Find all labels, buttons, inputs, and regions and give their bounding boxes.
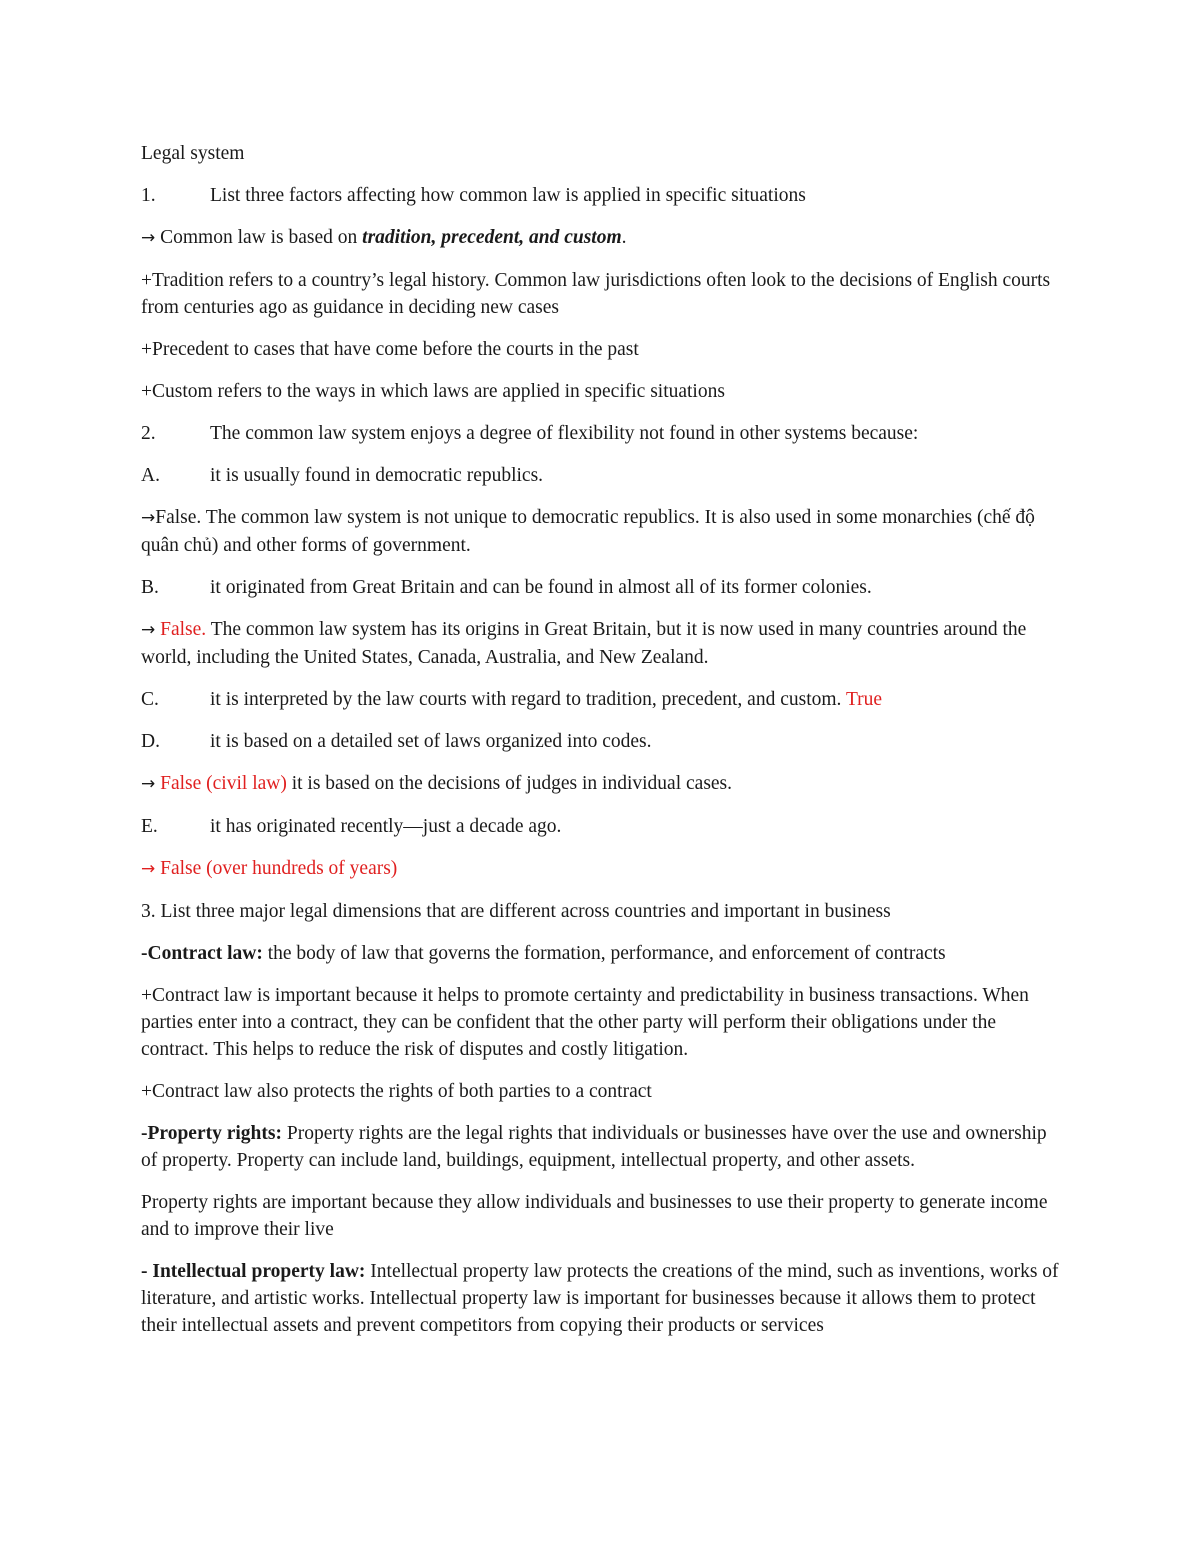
tradition-paragraph: +Tradition refers to a country’s legal history. Common law jurisdictions often look to the decisions of English courts from centuries ago as guidance in deciding new cases — [141, 270, 1051, 318]
question-1-answer — [141, 224, 1061, 252]
document-page — [141, 140, 1061, 1354]
ip-law-text: Intellectual property law protects the creations of the mind, such as inventions, works of literature, and artistic works. Intellectual property law is important for businesses because it allows them to protect their intellectual assets and prevent competitors from copying their products or services — [141, 1261, 1059, 1336]
answer-1-emphasis: tradition, precedent, and custom — [362, 227, 622, 248]
option-b-text: it originated from Great Britain and can be found in almost all of its former colonies. — [210, 577, 872, 598]
contract-law-definition — [141, 940, 1061, 967]
option-e-answer-text: False (over hundreds of years) — [160, 858, 398, 879]
option-b-false-label: False. — [160, 619, 207, 640]
question-1 — [141, 182, 1061, 209]
option-e-answer — [141, 855, 1061, 883]
option-b-answer — [141, 616, 1061, 671]
ip-law-definition — [141, 1258, 1061, 1339]
question-3: 3. List three major legal dimensions that are different across countries and important in business — [141, 901, 891, 922]
property-rights-paragraph: Property rights are important because they allow individuals and businesses to use their property to generate income and to improve their live — [141, 1192, 1048, 1240]
option-e — [141, 813, 1061, 840]
question-2-number: 2. — [141, 423, 156, 444]
option-e-text: it has originated recently—just a decade ago. — [210, 816, 562, 837]
option-d — [141, 728, 1061, 755]
contract-law-paragraph-1: +Contract law is important because it helps to promote certainty and predictability in business transactions. When parties enter into a contract, they can be confident that the other party will perform their obligations under the contract. This helps to reduce the risk of disputes and costly litigation. — [141, 985, 1029, 1060]
option-d-false-label: False (civil law) — [160, 773, 287, 794]
answer-1-prefix: Common law is based on — [160, 227, 363, 248]
option-b-label: B. — [141, 577, 159, 598]
option-a-answer — [141, 504, 1061, 559]
option-c-label: C. — [141, 689, 159, 710]
answer-1-suffix: . — [621, 227, 627, 248]
option-c-text: it is interpreted by the law courts with regard to tradition, precedent, and custom. — [210, 689, 842, 710]
arrow-icon: → — [141, 228, 156, 248]
precedent-paragraph: +Precedent to cases that have come before the courts in the past — [141, 339, 639, 360]
contract-law-heading: -Contract law: — [141, 943, 263, 964]
question-1-number: 1. — [141, 185, 156, 206]
option-a-text: it is usually found in democratic republics. — [210, 465, 544, 486]
option-a-answer-text: False. The common law system is not unique to democratic republics. It is also used in some monarchies (chế độ quân chủ) and other forms of government. — [141, 507, 1035, 556]
arrow-icon: → — [141, 859, 156, 879]
option-c — [141, 686, 1061, 713]
option-c-true-label: True — [845, 689, 883, 710]
property-rights-definition — [141, 1120, 1061, 1174]
option-d-text: it is based on a detailed set of laws organized into codes. — [210, 731, 652, 752]
option-b — [141, 574, 1061, 601]
ip-law-heading: - Intellectual property law: — [141, 1261, 366, 1282]
question-1-text: List three factors affecting how common law is applied in specific situations — [210, 185, 806, 206]
option-e-label: E. — [141, 816, 158, 837]
contract-law-paragraph-2: +Contract law also protects the rights of both parties to a contract — [141, 1081, 652, 1102]
option-d-answer — [141, 770, 1061, 798]
option-a — [141, 462, 1061, 489]
option-d-label: D. — [141, 731, 160, 752]
question-2-text: The common law system enjoys a degree of flexibility not found in other systems because: — [210, 423, 919, 444]
doc-title: Legal system — [141, 143, 245, 164]
property-rights-text: Property rights are the legal rights that individuals or businesses have over the use and ownership of property. Property can include land, buildings, equipment, intellectual property, and other assets. — [141, 1123, 1047, 1171]
contract-law-text: the body of law that governs the formation, performance, and enforcement of contracts — [262, 943, 946, 964]
option-a-label: A. — [141, 465, 160, 486]
question-2 — [141, 420, 1061, 447]
option-b-answer-text: The common law system has its origins in Great Britain, but it is now used in many countries around the world, including the United States, Canada, Australia, and New Zealand. — [141, 619, 1027, 668]
arrow-icon: → — [141, 620, 156, 640]
option-d-answer-text: it is based on the decisions of judges in individual cases. — [286, 773, 733, 794]
property-rights-heading: -Property rights: — [141, 1123, 282, 1144]
custom-paragraph: +Custom refers to the ways in which laws are applied in specific situations — [141, 381, 725, 402]
arrow-icon: → — [141, 508, 156, 528]
arrow-icon: → — [141, 774, 156, 794]
